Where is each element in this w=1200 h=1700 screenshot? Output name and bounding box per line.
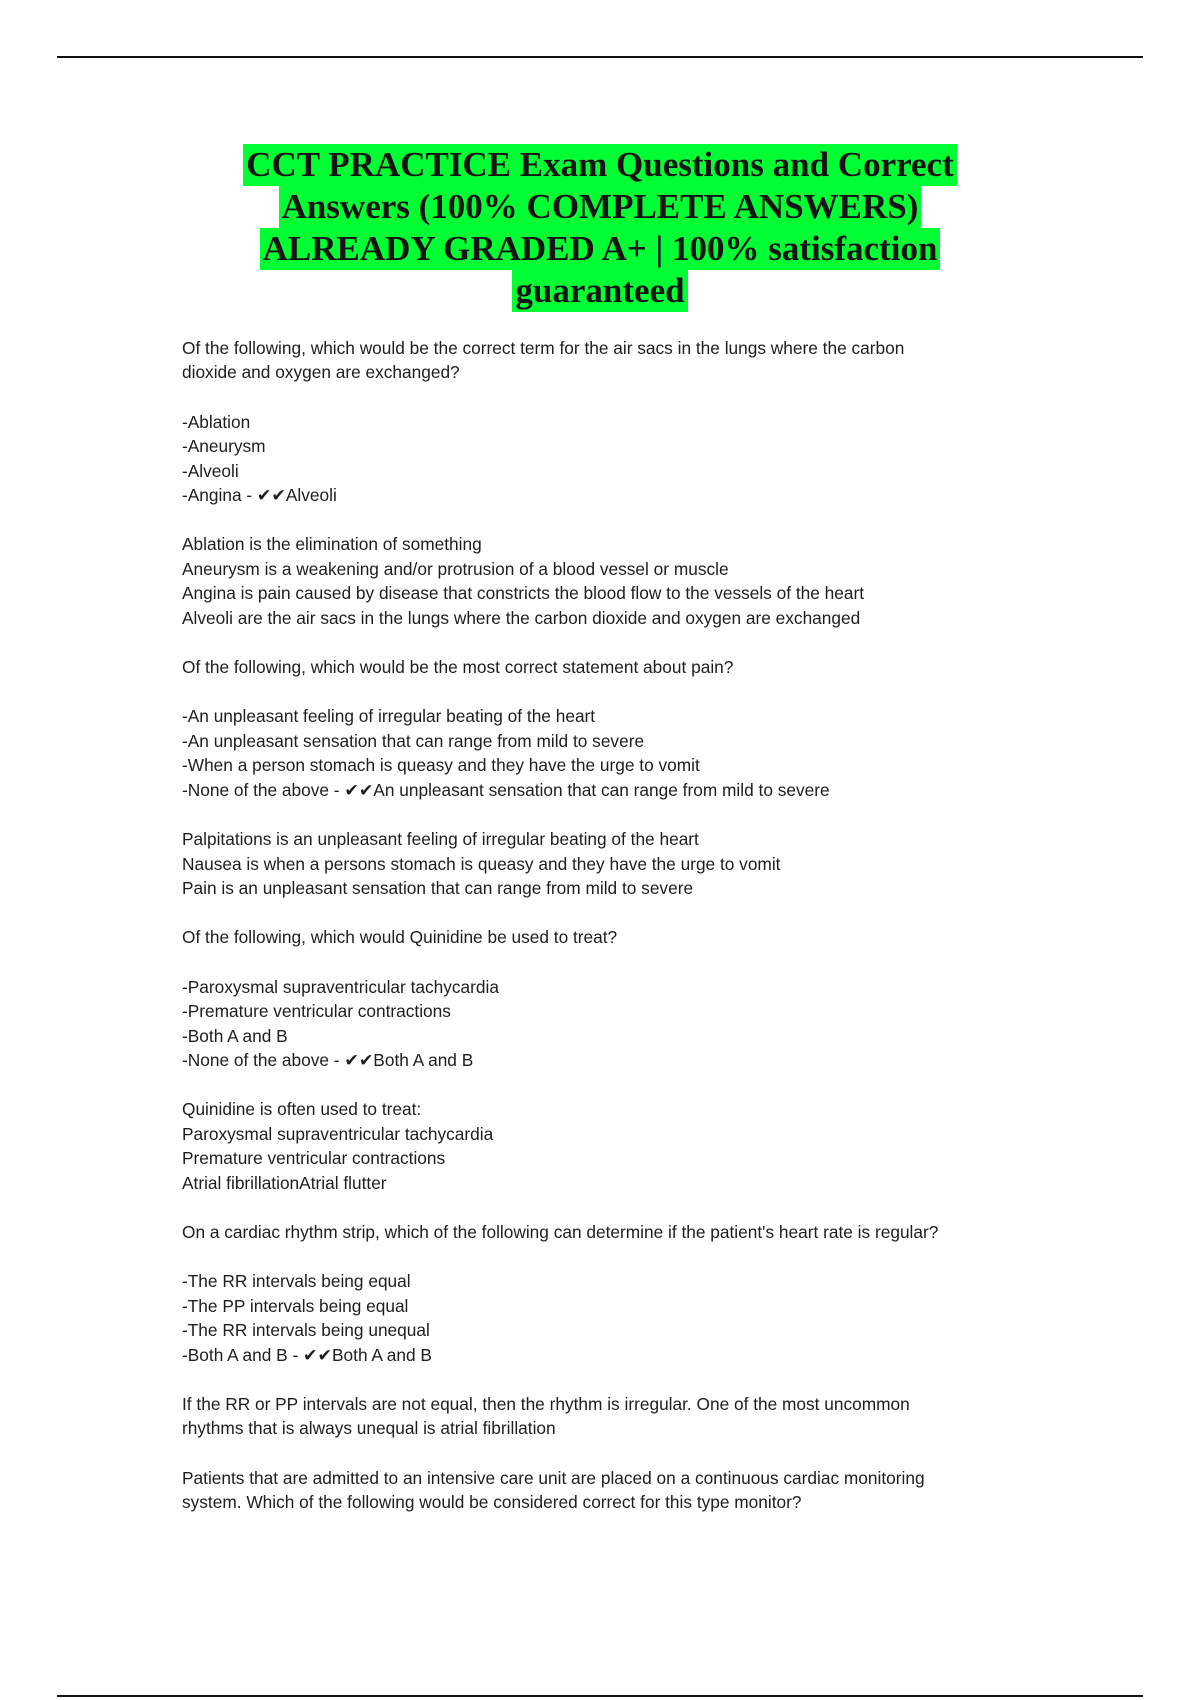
question-line: dioxide and oxygen are exchanged? <box>182 362 460 383</box>
options-line: -Alveoli <box>182 460 239 481</box>
options-line: -Aneurysm <box>182 436 266 457</box>
question-block <box>182 1220 1062 1244</box>
options-line: -An unpleasant feeling of irregular beating of the heart <box>182 706 596 727</box>
explanation-line: Pain is an unpleasant sensation that can range from mild to severe <box>182 877 694 898</box>
options-block <box>182 1269 1062 1367</box>
question-line: On a cardiac rhythm strip, which of the following can determine if the patient's heart rate is regular? <box>182 1221 939 1242</box>
title-line: Answers (100% COMPLETE ANSWERS) <box>279 186 922 228</box>
options-line: -When a person stomach is queasy and they have the urge to vomit <box>182 755 700 776</box>
options-line: -Both A and B - ✔✔Both A and B <box>182 1344 432 1365</box>
explanation-line: Palpitations is an unpleasant feeling of irregular beating of the heart <box>182 829 699 850</box>
explanation-block <box>182 532 1062 630</box>
question-line: Of the following, which would be the correct term for the air sacs in the lungs where the carbon <box>182 338 905 358</box>
question-line: Of the following, which would be the most correct statement about pain? <box>182 657 734 678</box>
options-block <box>182 975 1062 1073</box>
explanation-line: Atrial fibrillationAtrial flutter <box>182 1172 387 1193</box>
options-line: -None of the above - ✔✔An unpleasant sensation that can range from mild to severe <box>182 779 830 800</box>
options-line: -The PP intervals being equal <box>182 1295 409 1316</box>
question-line: Patients that are admitted to an intensive care unit are placed on a continuous cardiac monitoring <box>182 1467 925 1488</box>
title-line: CCT PRACTICE Exam Questions and Correct <box>243 144 957 186</box>
footer-rule <box>57 1695 1143 1697</box>
question-block <box>182 925 1062 949</box>
explanation-line: rhythms that is always unequal is atrial fibrillation <box>182 1418 556 1439</box>
options-line: -Ablation <box>182 411 251 432</box>
explanation-line: Aneurysm is a weakening and/or protrusion of a blood vessel or muscle <box>182 558 729 579</box>
question-block <box>182 1466 1062 1515</box>
question-block <box>182 655 1062 679</box>
explanation-line: Nausea is when a persons stomach is queasy and they have the urge to vomit <box>182 853 781 874</box>
question-line: Of the following, which would Quinidine be used to treat? <box>182 927 618 948</box>
explanation-block <box>182 827 1062 900</box>
explanation-line: Paroxysmal supraventricular tachycardia <box>182 1123 494 1144</box>
explanation-block <box>182 1392 1062 1441</box>
title-line: ALREADY GRADED A+ | 100% satisfaction <box>260 228 941 270</box>
options-line: -Paroxysmal supraventricular tachycardia <box>182 976 499 997</box>
explanation-line: Premature ventricular contractions <box>182 1148 446 1169</box>
question-block <box>182 336 1062 385</box>
document-body <box>182 336 1062 1540</box>
options-line: -Angina - ✔✔Alveoli <box>182 485 337 506</box>
explanation-line: Angina is pain caused by disease that constricts the blood flow to the vessels of the heart <box>182 583 865 604</box>
options-line: -None of the above - ✔✔Both A and B <box>182 1049 474 1070</box>
options-line: -Premature ventricular contractions <box>182 1001 451 1022</box>
options-line: -An unpleasant sensation that can range from mild to severe <box>182 730 645 751</box>
options-line: -The RR intervals being unequal <box>182 1320 430 1341</box>
document-title <box>150 144 1050 312</box>
options-line: -Both A and B <box>182 1025 288 1046</box>
explanation-line: Alveoli are the air sacs in the lungs where the carbon dioxide and oxygen are exchanged <box>182 607 861 628</box>
header-rule <box>57 56 1143 58</box>
explanation-line: If the RR or PP intervals are not equal, then the rhythm is irregular. One of the most uncommon <box>182 1394 910 1414</box>
title-line: guaranteed <box>512 270 687 312</box>
options-line: -The RR intervals being equal <box>182 1271 411 1292</box>
question-line: system. Which of the following would be considered correct for this type monitor? <box>182 1492 802 1513</box>
explanation-block <box>182 1097 1062 1195</box>
options-block <box>182 704 1062 802</box>
explanation-line: Quinidine is often used to treat: <box>182 1099 422 1120</box>
explanation-line: Ablation is the elimination of something <box>182 534 482 555</box>
options-block <box>182 410 1062 508</box>
